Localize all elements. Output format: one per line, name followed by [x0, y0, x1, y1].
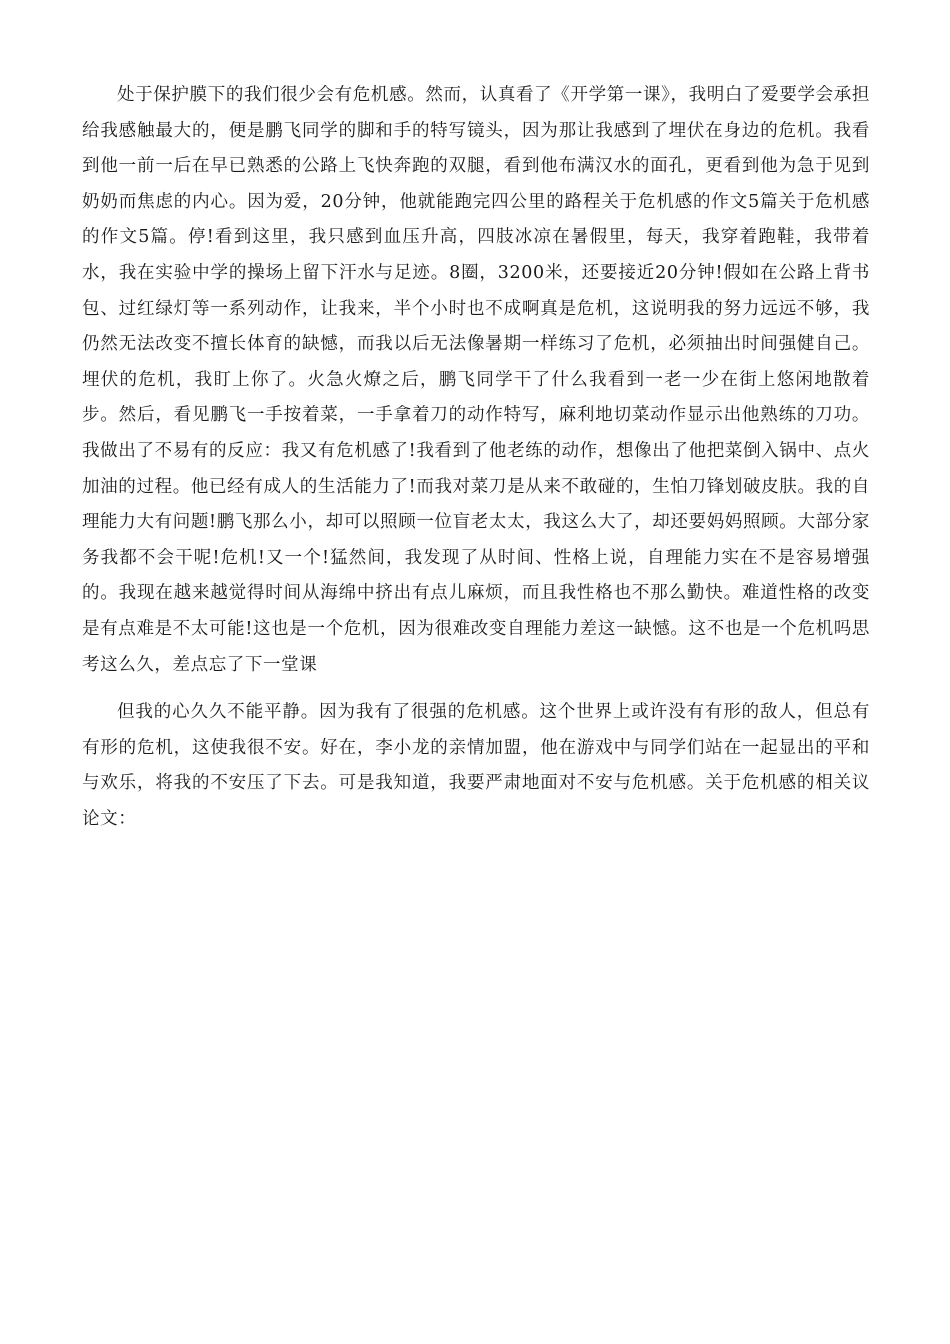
- paragraph-2: 但我的心久久不能平静。因为我有了很强的危机感。这个世界上或许没有有形的敌人，但总有有形的危机，这使我很不安。好在，李小龙的亲情加盟，他在游戏中与同学们站在一起显出的平和与欢乐，将我的不安压了下去。可是我知道，我要严肃地面对不安与危机感。关于危机感的相关议论文：: [82, 702, 870, 829]
- paragraph-1: 处于保护膜下的我们很少会有危机感。然而，认真看了《开学第一课》，我明白了爱要学会承担给我感触最大的，便是鹏飞同学的脚和手的特写镜头，因为那让我感到了埋伏在身边的危机。我看到他一前一后在早已熟悉的公路上飞快奔跑的双腿，看到他布满汉水的面孔，更看到他为急于见到奶奶而焦虑的内心。因为爱，20分钟，他就能跑完四公里的路程关于危机感的作文5篇关于危机感的作文5篇。停!看到这里，我只感到血压升高，四肢冰凉在暑假里，每天，我穿着跑鞋，我带着水，我在实验中学的操场上留下汗水与足迹。8圈，3200米，还要接近20分钟!假如在公路上背书包、过红绿灯等一系列动作，让我来，半个小时也不成啊真是危机，这说明我的努力远远不够，我仍然无法改变不擅长体育的缺憾，而我以后无法像暑期一样练习了危机，必须抽出时间强健自己。埋伏的危机，我盯上你了。火急火燎之后，鹏飞同学干了什么我看到一老一少在街上悠闲地散着步。然后，看见鹏飞一手按着菜，一手拿着刀的动作特写，麻利地切菜动作显示出他熟练的刀功。我做出了不易有的反应：我又有危机感了!我看到了他老练的动作，想像出了他把菜倒入锅中、点火加油的过程。他已经有成人的生活能力了!而我对菜刀是从来不敢碰的，生怕刀锋划破皮肤。我的自理能力大有问题!鹏飞那么小，却可以照顾一位盲老太太，我这么大了，却还要妈妈照顾。大部分家务我都不会干呢!危机!又一个!猛然间，我发现了从时间、性格上说，自理能力实在不是容易增强的。我现在越来越觉得时间从海绵中挤出有点儿麻烦，而且我性格也不那么勤快。难道性格的改变是有点难是不太可能!这也是一个危机，因为很难改变自理能力差这一缺憾。这不也是一个危机吗思考这么久，差点忘了下一堂课: [82, 85, 870, 675]
- document-body: [82, 78, 870, 837]
